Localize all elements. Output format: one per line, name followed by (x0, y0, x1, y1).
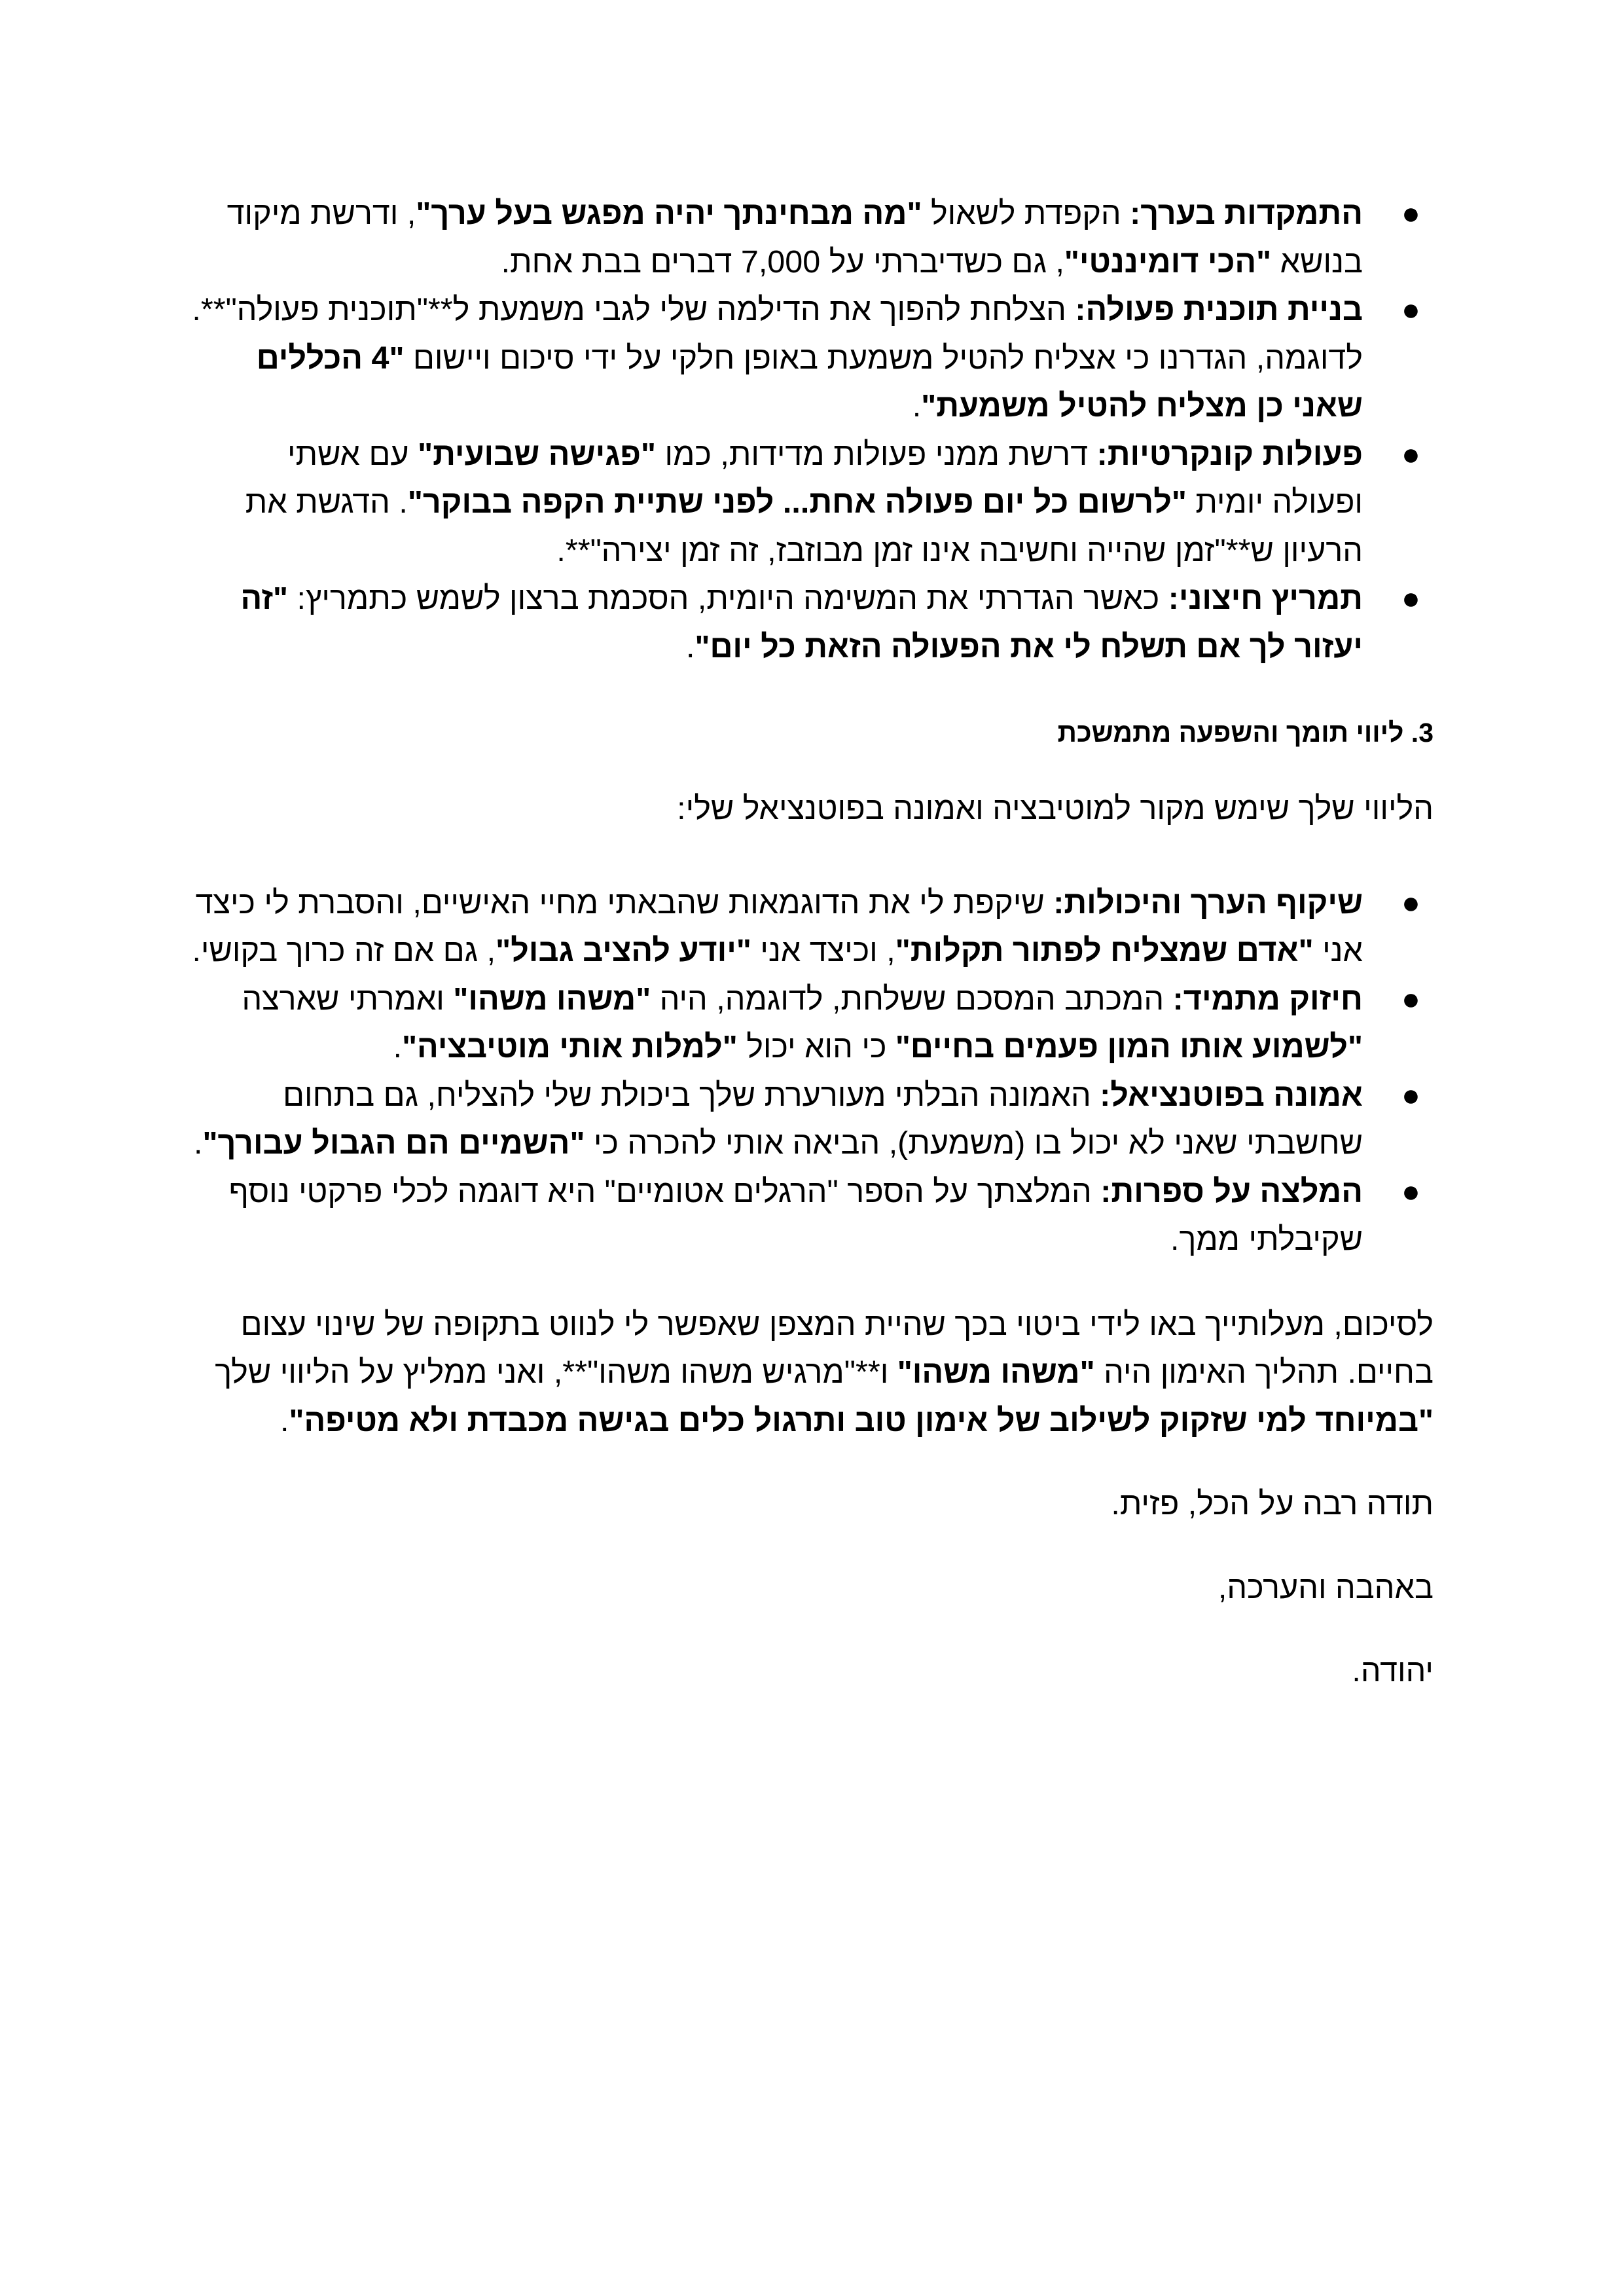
list-item: ● חיזוק מתמיד: המכתב המסכם ששלחת, לדוגמה, היה "משהו משהו" ואמרתי שארצה "לשמוע אותו המון פעמים בחיים" כי הוא יכול "למלות אותי מוטיבציה". (190, 975, 1363, 1072)
list-item: ● המלצה על ספרות: המלצתך על הספר "הרגלים אטומיים" היא דוגמה לכלי פרקטי נוסף שקיבלתי ממך. (190, 1168, 1363, 1264)
list-item: ● פעולות קונקרטיות: דרשת ממני פעולות מדידות, כמו "פגישה שבועית" עם אשתי ופעולה יומית "לרשום כל יום פעולה אחת... לפני שתיית הקפה בבוקר". הדגשת את הרעיון ש**"זמן שהייה וחשיבה אינו זמן מבוזבז, זה זמן יצירה"**. (190, 431, 1363, 575)
section-heading: 3. ליווי תומך והשפעה מתמשכת (1057, 718, 1434, 748)
bullet-icon: ● (1401, 981, 1420, 1017)
list-item: ● תמריץ חיצוני: כאשר הגדרתי את המשימה היומית, הסכמת ברצון לשמש כתמריץ: "זה יעזור לך אם תשלח לי את הפעולה הזאת כל יום". (190, 575, 1363, 671)
bullet-list-methods (190, 190, 1434, 671)
item-label: התמקדות בערך: (1130, 196, 1363, 231)
bullet-icon: ● (1401, 293, 1420, 327)
item-label: תמריץ חיצוני: (1168, 581, 1363, 616)
section-intro: הליווי שלך שימש מקור למוטיבציה ואמונה בפוטנציאל שלי: (677, 791, 1434, 826)
bullet-icon: ● (1401, 1078, 1420, 1113)
list-item: ● אמונה בפוטנציאל: האמונה הבלתי מעורערת שלך ביכולת שלי להצליח, גם בתחום שחשבתי שאני לא יכול בו (משמעת), הביאה אותי להכרה כי "השמיים הם הגבול עבורך". (190, 1072, 1363, 1168)
summary-paragraph: לסיכום, מעלותייך באו לידי ביטוי בכך שהיית המצפן שאפשר לי לנווט בתקופה של שינוי עצום בחיים. תהליך האימון היה "משהו משהו" ו**"מרגיש משהו משהו"**, ואני ממליץ על הליווי שלך "במיוחד למי שזקוק לשילוב של אימון טוב ותרגול כלים בגישה מכבדת ולא מטיפה". (215, 1306, 1434, 1438)
bullet-icon: ● (1401, 196, 1420, 231)
item-label: בניית תוכנית פעולה: (1075, 292, 1363, 327)
regards-line: באהבה והערכה, (1218, 1569, 1434, 1605)
bullet-list-support (190, 879, 1434, 1264)
signature-line: יהודה. (1352, 1653, 1434, 1688)
bullet-icon: ● (1401, 437, 1420, 472)
list-item: ● בניית תוכנית פעולה: הצלחת להפוך את הדילמה שלי לגבי משמעת ל**"תוכנית פעולה"**. לדוגמה, הגדרנו כי אצליח להטיל משמעת באופן חלקי על ידי סיכום ויישום "4 הכללים שאני כן מצליח להטיל משמעת". (190, 286, 1363, 431)
item-label: אמונה בפוטנציאל: (1100, 1077, 1363, 1113)
bullet-icon: ● (1401, 885, 1420, 920)
list-item: ● התמקדות בערך: הקפדת לשאול "מה מבחינתך יהיה מפגש בעל ערך", ודרשת מיקוד בנושא "הכי דומיננטי", גם כשדיברתי על 7,000 דברים בבת אחת. (190, 190, 1363, 286)
bullet-icon: ● (1401, 1174, 1420, 1209)
bullet-icon: ● (1401, 581, 1420, 616)
item-label: המלצה על ספרות: (1100, 1173, 1363, 1209)
thanks-line: תודה רבה על הכל, פזית. (1111, 1486, 1434, 1522)
list-item: ● שיקוף הערך והיכולות: שיקפת לי את הדוגמאות שהבאתי מחיי האישיים, והסברת לי כיצד אני "אדם שמצליח לפתור תקלות", וכיצד אני "יודע להציב גבול", גם אם זה כרוך בקושי. (190, 879, 1363, 975)
document-page (190, 190, 1434, 1696)
item-label: שיקוף הערך והיכולות: (1053, 884, 1363, 920)
item-label: חיזוק מתמיד: (1172, 981, 1363, 1017)
item-label: פעולות קונקרטיות: (1096, 436, 1363, 472)
